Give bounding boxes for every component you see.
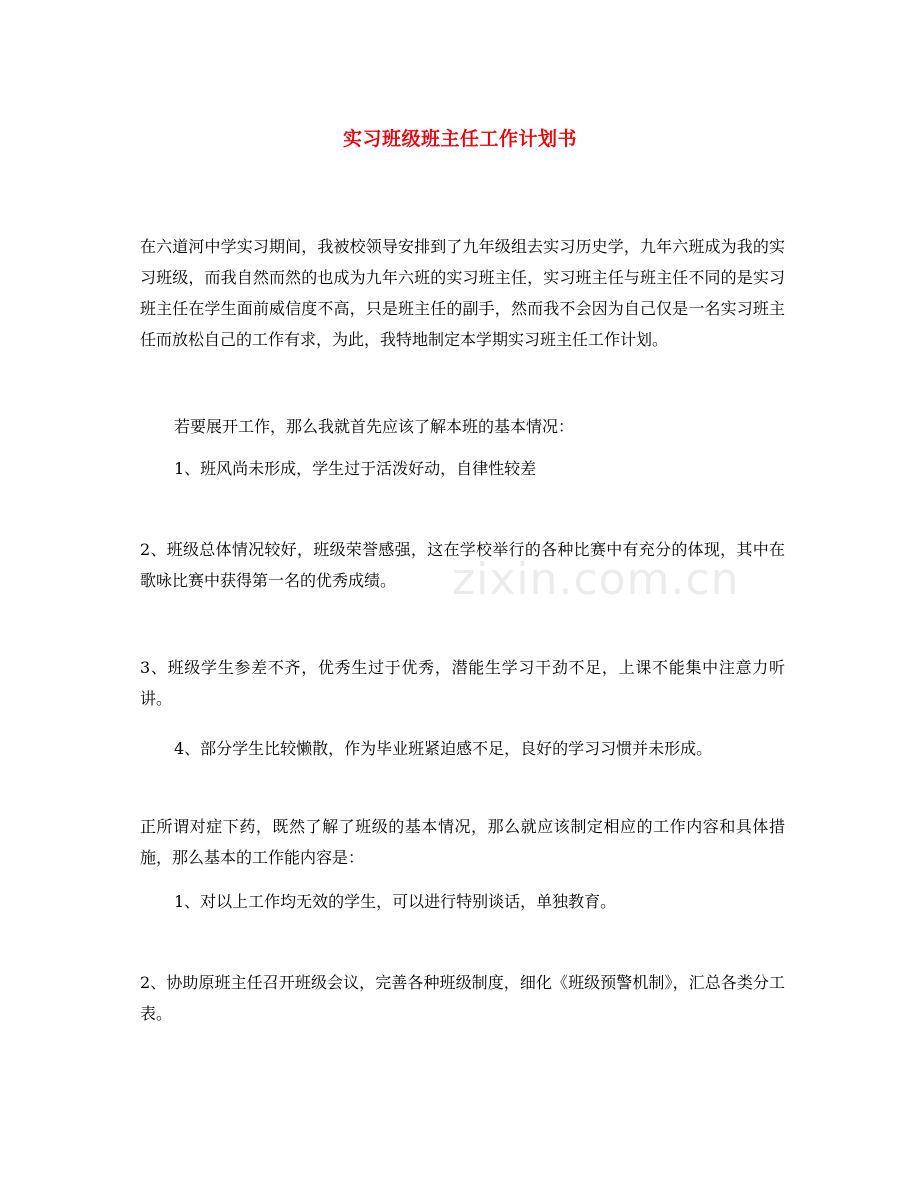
- paragraph-measures-lead: 正所谓对症下药，既然了解了班级的基本情况，那么就应该制定相应的工作内容和具体措施，那么基本的工作能内容是：: [140, 817, 785, 867]
- list-item-situation-1: 1、班风尚未形成，学生过于活泼好动，自律性较差: [174, 459, 537, 478]
- list-item-measure-1: 1、对以上工作均无效的学生，可以进行特别谈话，单独教育。: [174, 892, 617, 911]
- list-item-situation-3: 3、班级学生参差不齐，优秀生过于优秀，潜能生学习干劲不足，上课不能集中注意力听讲。: [140, 658, 785, 708]
- list-item-situation-2: 2、班级总体情况较好，班级荣誉感强，这在学校举行的各种比赛中有充分的体现，其中在歌咏比赛中获得第一名的优秀成绩。: [140, 540, 785, 590]
- watermark: zixin.com.cn: [452, 554, 740, 605]
- paragraph-situation-lead: 若要展开工作，那么我就首先应该了解本班的基本情况：: [174, 417, 575, 436]
- list-item-situation-4: 4、部分学生比较懒散，作为毕业班紧迫感不足，良好的学习习惯并未形成。: [174, 739, 713, 758]
- document-title: 实习班级班主任工作计划书: [342, 128, 577, 150]
- paragraph-intro: 在六道河中学实习期间，我被校领导安排到了九年级组去实习历史学，九年六班成为我的实习班级，而我自然而然的也成为九年六班的实习班主任，实习班主任与班主任不同的是实习班主任在学生面前威信度不高，只是班主任的副手，然而我不会因为自己仅是一名实习班主任而放松自己的工作有求，为此，我特地制定本学期实习班主任工作计划。: [140, 237, 785, 349]
- list-item-measure-2: 2、协助原班主任召开班级会议，完善各种班级制度，细化《班级预警机制》，汇总各类分工表。: [140, 973, 785, 1023]
